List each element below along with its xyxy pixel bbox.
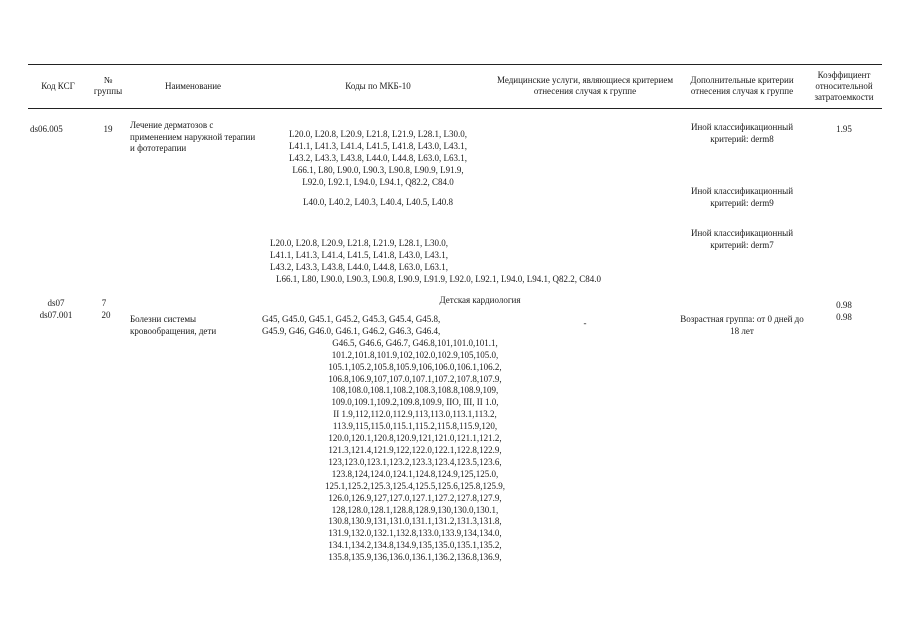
row-ds07001-coef: 0.98 xyxy=(836,312,852,322)
header-code-text: Код КСГ xyxy=(41,80,75,91)
code-line: 113.9,115,115.0,115.1,115.2,115.8,115.9,120, xyxy=(332,421,498,432)
header-criteria xyxy=(680,64,804,108)
ds06005-codes-block-1 xyxy=(262,129,494,189)
code-line: L20.0, L20.8, L20.9, L21.8, L21.9, L28.1, L30.0, xyxy=(270,238,448,248)
code-line: L41.1, L41.3, L41.4, L41.5, L41.8, L43.0, L43.1, xyxy=(289,140,467,151)
code-line: 135.8,135.9,136,136.0,136.1,136.2,136.8,136.9, xyxy=(328,552,502,563)
ds06005-criteria-2: Иной классификационный критерий: derm9 xyxy=(690,186,794,208)
code-line: L43.2, L43.3, L43.8, L44.0, L44.8, L63.0, L63.1, xyxy=(289,152,467,163)
row-ds07001-code: ds07.001 xyxy=(39,310,73,320)
code-line: G45.9, G46, G46.0, G46.1, G46.2, G46.3, G46.4, xyxy=(262,325,441,336)
code-line: L20.0, L20.8, L20.9, L21.8, L21.9, L28.1, L30.0, xyxy=(289,129,467,139)
code-line: 130.8,130.9,131,131.0,131.1,131.2,131.3,131.8, xyxy=(328,516,502,527)
code-line: L92.0, L92.1, L94.0, L94.1, Q82.2, C84.0 xyxy=(302,176,454,187)
header-coef-text: Коэффициент относительной затратоемкости xyxy=(814,69,874,102)
code-line: 123,123.0,123.1,123.2,123.3,123.4,123.5,123.6, xyxy=(328,456,502,467)
code-line: II 1.9,112,112.0,112.9,113,113.0,113.1,113.2, xyxy=(333,409,497,420)
header-group xyxy=(90,64,126,108)
code-line: L66.1, L80, L90.0, L90.3, L90.8, L90.9, L91.9, xyxy=(292,164,464,175)
code-line: 131.9,132.0,132.1,132.8,133.0,133.9,134,134.0, xyxy=(328,528,502,539)
ds07001-codes xyxy=(258,314,572,564)
code-line: 123.8,124,124.0,124.1,124.8,124.9,125,125.0, xyxy=(331,468,499,479)
code-line: 105.1,105.2,105.8,105.9,106,106.0,106.1,106.2, xyxy=(328,361,502,372)
code-line: L66.1, L80, L90.0, L90.3, L90.8, L90.9, L91.9, L92.0, L92.1, L94.0, L94.1, Q82.2, C84.0 xyxy=(276,273,601,284)
ds06005-criteria-3: Иной классификационный критерий: derm7 xyxy=(690,228,794,250)
row-ds07-group: 7 xyxy=(101,298,107,308)
row-ds06005-coef: 1.95 xyxy=(836,124,852,134)
row-ds06005-group: 19 xyxy=(103,124,113,134)
row-ds07-code: ds07 xyxy=(47,298,65,308)
code-line: 109.0,109.1,109.2,109.8,109.9, IIO, III, II 1.0, xyxy=(331,397,499,408)
code-line: L41.1, L41.3, L41.4, L41.5, L41.8, L43.0, L43.1, xyxy=(270,249,448,260)
code-line: 121.3,121.4,121.9,122,122.0,122.1,122.8,122.9, xyxy=(328,444,502,455)
code-line: 134.1,134.2,134.8,134.9,135,135.0,135.1,135.2, xyxy=(328,540,502,551)
header-bottom-rule xyxy=(28,108,882,109)
code-line: 108,108.0,108.1,108.2,108.3,108.8,108.9,109, xyxy=(331,385,499,396)
code-line: L43.2, L43.3, L43.8, L44.0, L44.8, L63.0, L63.1, xyxy=(270,261,448,272)
row-ds06005-code: ds06.005 xyxy=(30,124,63,134)
row-ds07-coef: 0.98 xyxy=(836,300,852,310)
code-line: 106.8,106.9,107,107.0,107.1,107.2,107.8,107.9, xyxy=(328,373,502,384)
ds06005-codes-block-3 xyxy=(262,238,682,286)
code-line: 126.0,126.9,127,127.0,127.1,127.2,127.8,127.9, xyxy=(328,492,502,503)
code-line: 128,128.0,128.1,128.8,128.9,130,130.0,130.1, xyxy=(331,504,499,515)
row-ds07001-services: - xyxy=(583,318,587,328)
code-line: G46.5, G46.6, G46.7, G46.8,101,101.0,101.1, xyxy=(332,337,498,348)
header-coef xyxy=(806,64,882,108)
header-code xyxy=(28,64,88,108)
row-ds06005-name: Лечение дерматозов с применением наружной терапии и фототерапии xyxy=(130,120,256,153)
header-services xyxy=(496,64,674,108)
header-mkb xyxy=(262,64,494,108)
header-mkb-text: Коды по МКБ-10 xyxy=(345,80,411,91)
row-ds07-section-title: Детская кардиология xyxy=(439,295,521,305)
row-ds07001-criteria: Возрастная группа: от 0 дней до 18 лет xyxy=(680,314,804,336)
header-criteria-text: Дополнительные критерии отнесения случая к группе xyxy=(690,75,794,96)
header-group-text: № группы xyxy=(93,75,123,96)
header-name xyxy=(128,64,258,108)
code-line: G45, G45.0, G45.1, G45.2, G45.3, G45.4, G45.8, xyxy=(262,314,441,324)
header-services-text: Медицинские услуги, являющиеся критерием отнесения случая к группе xyxy=(496,75,674,96)
code-line: 125.1,125.2,125.3,125.4,125.5,125.6,125.8,125.9, xyxy=(325,480,505,491)
code-line: 101.2,101.8,101.9,102,102.0,102.9,105,105.0, xyxy=(331,349,499,360)
ds06005-codes-block-2: L40.0, L40.2, L40.3, L40.4, L40.5, L40.8 xyxy=(303,197,453,207)
ds06005-criteria-1: Иной классификационный критерий: derm8 xyxy=(690,122,794,144)
row-ds07001-name: Болезни системы кровообращения, дети xyxy=(130,314,217,336)
row-ds07001-group: 20 xyxy=(101,310,111,320)
header-name-text: Наименование xyxy=(164,80,222,91)
code-line: 120.0,120.1,120.8,120.9,121,121.0,121.1,121.2, xyxy=(328,433,502,444)
